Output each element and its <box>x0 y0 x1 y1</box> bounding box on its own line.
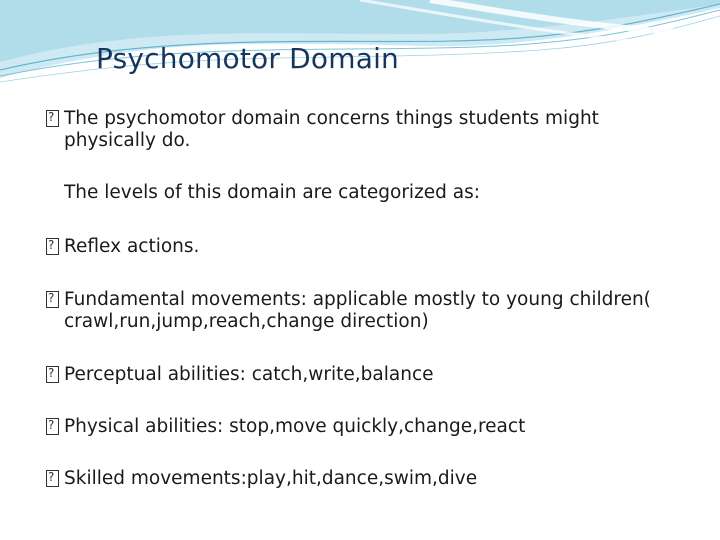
missing-glyph-bullet-icon <box>46 238 59 255</box>
list-item-text: Skilled movements:play,hit,dance,swim,dive <box>64 468 478 489</box>
intro-bullet <box>46 108 666 152</box>
list-item-text: Fundamental movements: applicable mostly to young children( crawl,run,jump,reach,change direction) <box>64 289 657 332</box>
missing-glyph-bullet-icon <box>46 470 59 487</box>
list-item-text: Reflex actions. <box>64 236 200 257</box>
list-item <box>46 468 666 490</box>
missing-glyph-bullet-icon <box>46 291 59 308</box>
levels-intro: The levels of this domain are categorized as: <box>64 182 480 203</box>
intro-bullet-text: The psychomotor domain concerns things students might physically do. <box>64 108 605 151</box>
list-item-text: Physical abilities: stop,move quickly,change,react <box>64 416 526 437</box>
missing-glyph-bullet-icon <box>46 418 59 435</box>
list-item <box>46 416 666 438</box>
list-item <box>46 289 666 333</box>
missing-glyph-bullet-icon <box>46 366 59 383</box>
page-title: Psychomotor Domain <box>96 42 400 75</box>
missing-glyph-bullet-icon <box>46 110 59 127</box>
list-item-text: Perceptual abilities: catch,write,balance <box>64 364 434 385</box>
list-item <box>46 236 666 258</box>
list-item <box>46 364 666 386</box>
